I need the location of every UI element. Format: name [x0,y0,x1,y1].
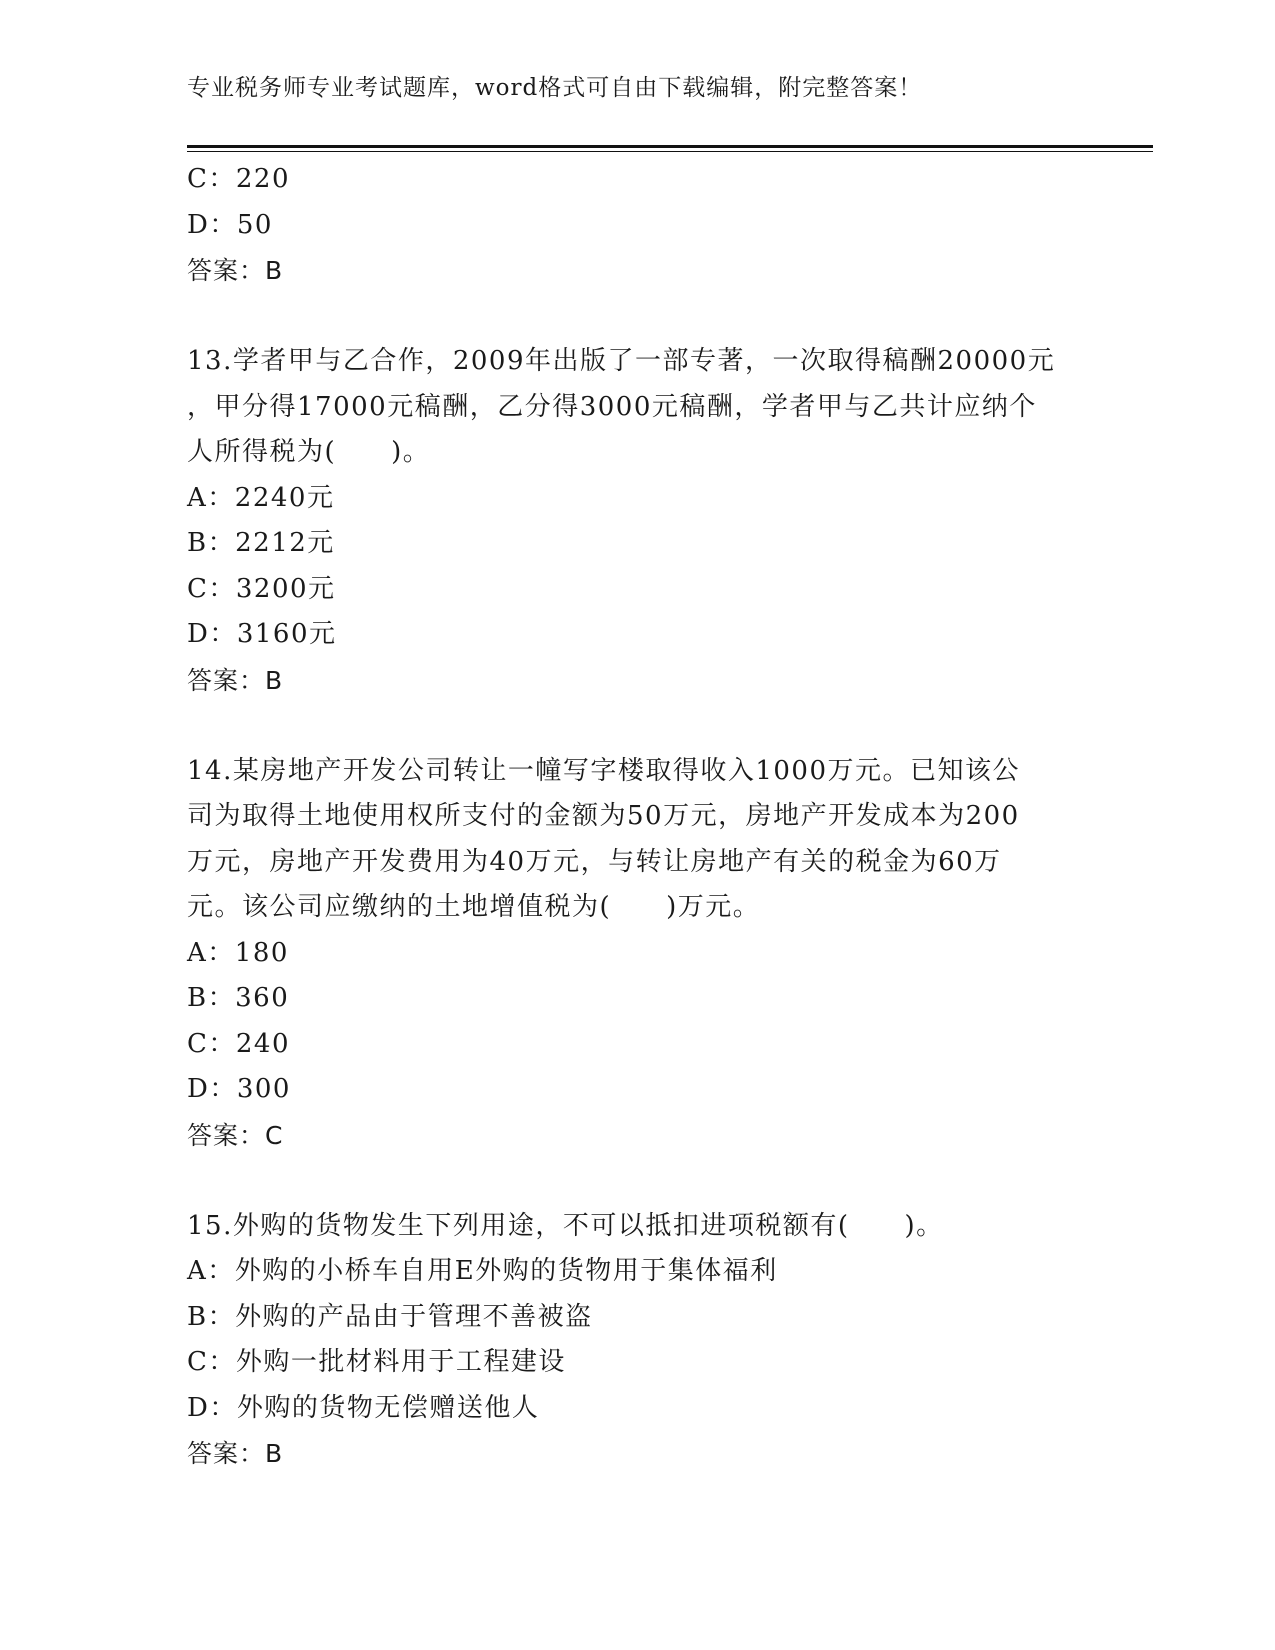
answer-line: 答案：B [187,665,284,695]
spacer [187,1158,1087,1204]
answer-line: 答案：B [187,256,284,285]
answer-line: 答案：C [187,1120,284,1150]
option-c: C：3200元 [187,573,336,604]
spacer [187,294,1087,340]
question-14 [187,749,1087,1159]
option-d: D：50 [187,209,273,240]
option-b: B：外购的产品由于管理不善被盗 [187,1301,593,1332]
option-b: B：360 [187,983,290,1013]
answer-line: 答案：B [187,1439,284,1468]
spacer [187,703,1087,749]
question-text-line: 人所得税为( )。 [187,437,431,467]
option-d: D：300 [187,1074,291,1104]
option-d: D：3160元 [187,619,337,649]
option-d: D：外购的货物无偿赠送他人 [187,1392,540,1423]
question-text-line: 元。该公司应缴纳的土地增值税为( )万元。 [187,892,761,922]
question-15 [187,1204,1087,1477]
option-c: C：220 [187,164,291,194]
question-text-line: 万元，房地产开发费用为40万元，与转让房地产有关的税金为60万 [187,846,1002,877]
question-text-line: ，甲分得17000元稿酬，乙分得3000元稿酬，学者甲与乙共计应纳个 [187,391,1037,422]
option-a: A：2240元 [187,482,335,513]
option-b: B：2212元 [187,528,335,558]
question-content [187,157,1087,1477]
question-13 [187,339,1087,703]
option-a: A：180 [187,937,289,968]
page-header: 专业税务师专业考试题库，word格式可自由下载编辑，附完整答案！ [187,75,923,101]
option-a: A：外购的小桥车自用E外购的货物用于集体福利 [187,1256,778,1286]
question-text-line: 15.外购的货物发生下列用途，不可以抵扣进项税额有( )。 [187,1210,944,1241]
question-text-line: 14.某房地产开发公司转让一幢写字楼取得收入1000万元。已知该公 [187,755,1021,786]
question-text-line: 司为取得土地使用权所支付的金额为50万元，房地产开发成本为200 [187,801,1020,831]
option-c: C：240 [187,1028,291,1059]
option-c: C：外购一批材料用于工程建设 [187,1347,566,1377]
question-text-line: 13.学者甲与乙合作，2009年出版了一部专著，一次取得稿酬20000元 [187,346,1056,376]
header-rule-thick [187,145,1153,148]
header-rule-thin [187,151,1153,152]
